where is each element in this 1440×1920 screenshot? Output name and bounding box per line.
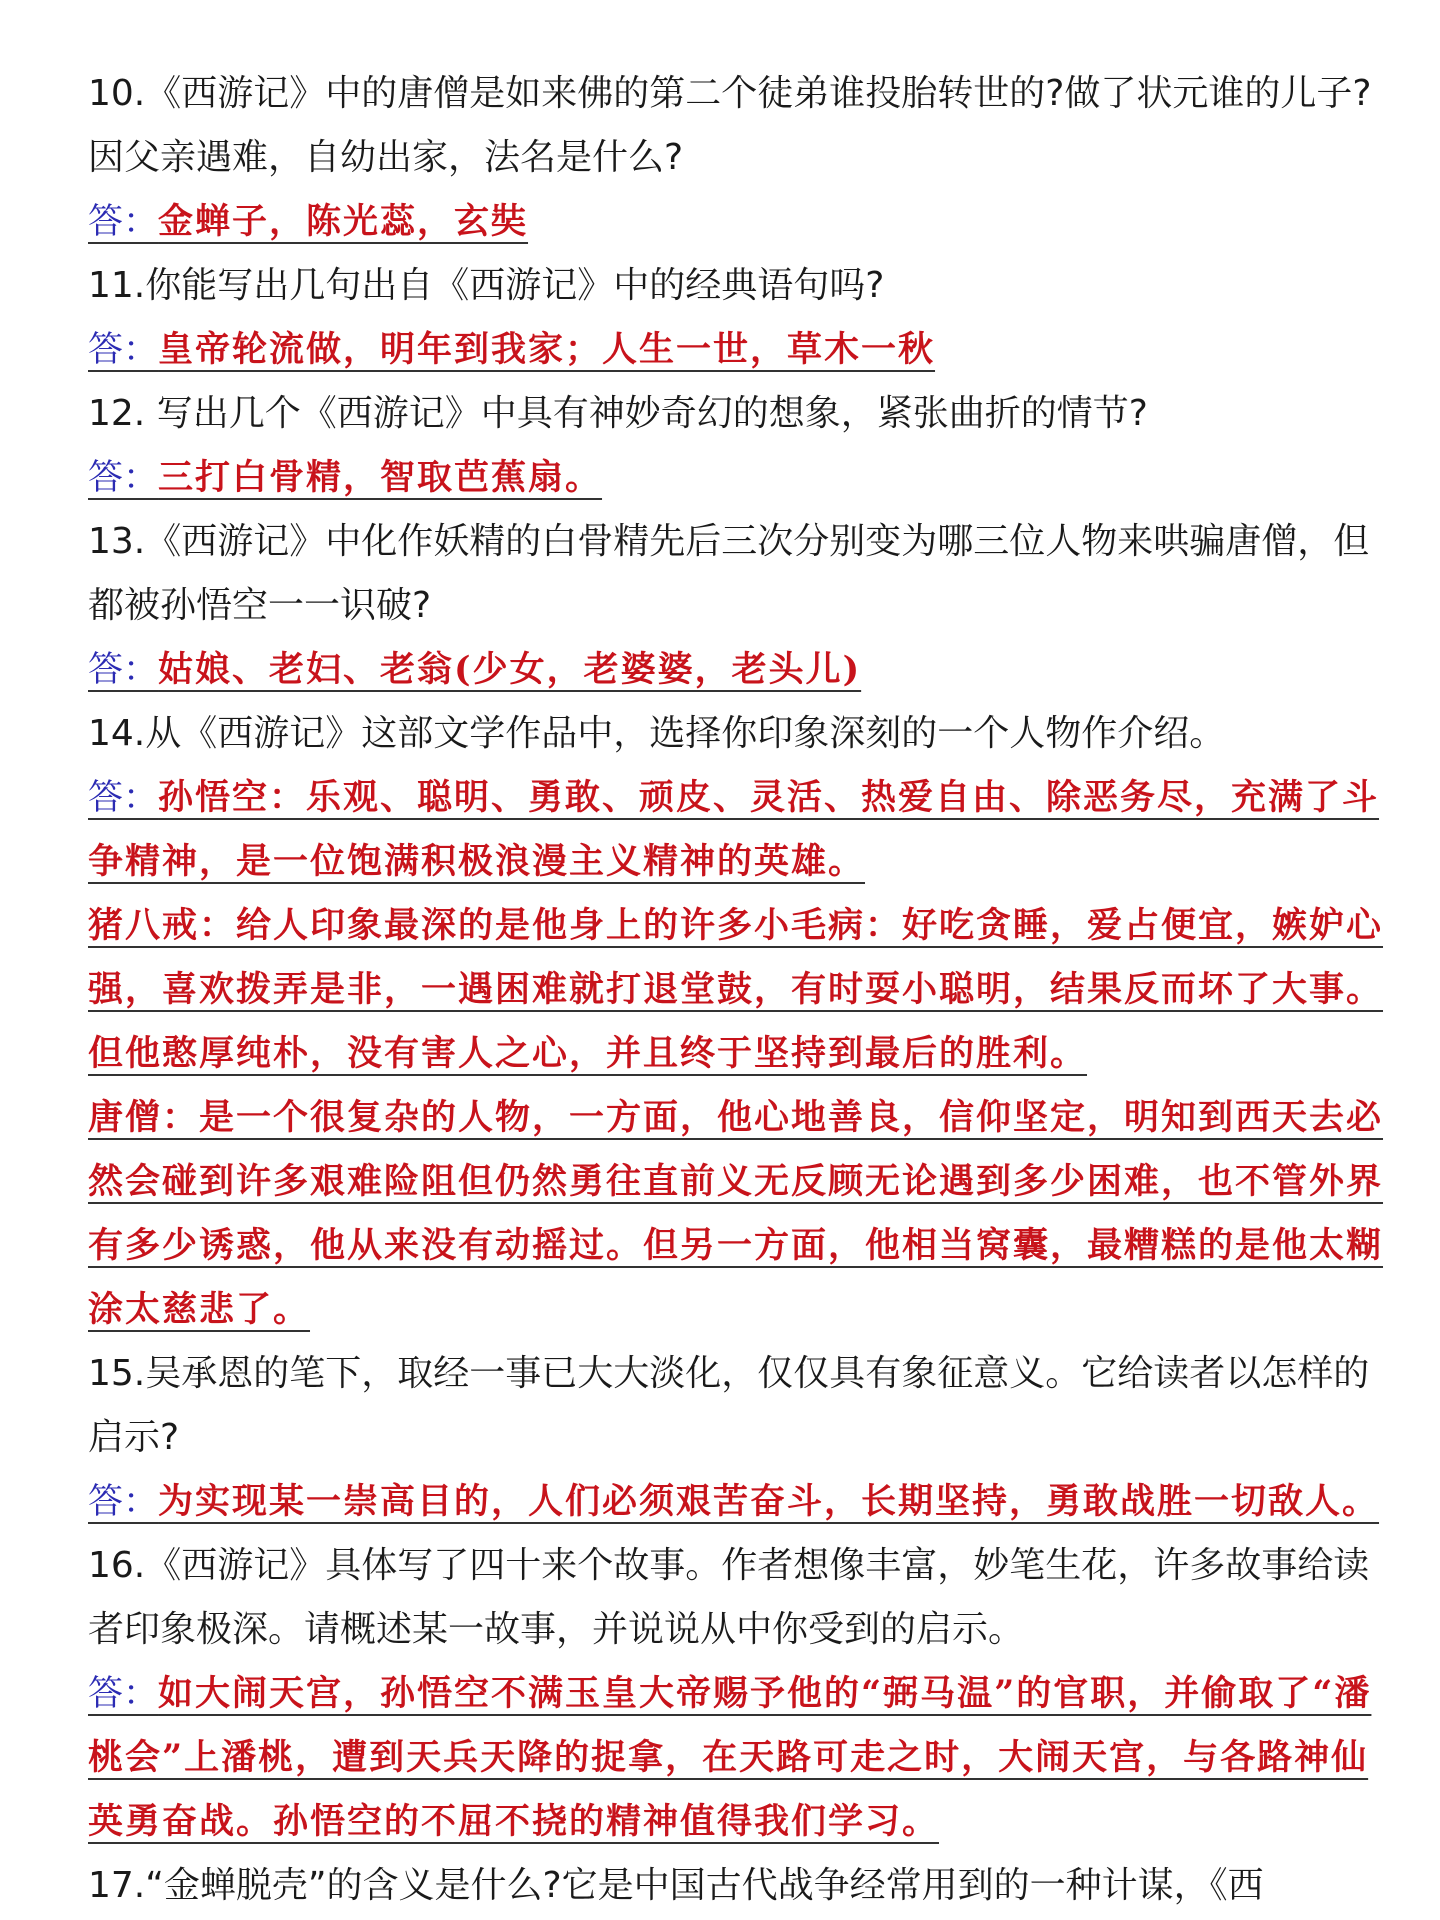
answer-text: 金蝉子，陈光蕊，玄奘: [158, 201, 529, 242]
answer-15: [88, 1470, 1388, 1534]
answer-text: 三打白骨精，智取芭蕉扇。: [158, 457, 603, 498]
question-16: 16.《西游记》具体写了四十来个故事。作者想像丰富，妙笔生花，许多故事给读者印象极深。请概述某一故事，并说说从中你受到的启示。: [88, 1545, 1370, 1650]
answer-13: [88, 638, 1388, 702]
answer-prefix: 答：: [88, 650, 159, 690]
question-15: 15.吴承恩的笔下，取经一事已大大淡化，仅仅具有象征意义。它给读者以怎样的启示?: [88, 1353, 1370, 1458]
question-14: 14.从《西游记》这部文学作品中，选择你印象深刻的一个人物作介绍。: [88, 713, 1226, 754]
question-13: 13.《西游记》中化作妖精的白骨精先后三次分别变为哪三位人物来哄骗唐僧，但都被孙悟空一一识破?: [88, 521, 1370, 626]
answer-text: 猪八戒：给人印象最深的是他身上的许多小毛病：好吃贪睡，爱占便宜，嫉妒心强，喜欢拨弄是非，一遇困难就打退堂鼓，有时耍小聪明，结果反而坏了大事。但他憨厚纯朴，没有害人之心，并且终于坚持到最后的胜利。: [88, 905, 1384, 1074]
answer-text: 皇帝轮流做，明年到我家；人生一世，草木一秋: [158, 329, 936, 370]
question-11: 11.你能写出几句出自《西游记》中的经典语句吗?: [88, 265, 885, 306]
answer-14-sunwukong: [88, 766, 1388, 894]
answer-prefix: 答：: [88, 778, 159, 818]
answer-14-tangseng: [88, 1086, 1388, 1342]
question-12: 12. 写出几个《西游记》中具有神妙奇幻的想象，紧张曲折的情节?: [88, 393, 1148, 434]
answer-prefix: 答：: [88, 458, 159, 498]
answer-text: 孙悟空：乐观、聪明、勇敢、顽皮、灵活、热爱自由、除恶务尽，充满了斗争精神，是一位饱满积极浪漫主义精神的英雄。: [88, 777, 1380, 882]
answer-11: [88, 318, 1388, 382]
qa-document: [88, 62, 1388, 1918]
question-10: 10.《西游记》中的唐僧是如来佛的第二个徒弟谁投胎转世的?做了状元谁的儿子?因父亲遇难，自幼出家，法名是什么?: [88, 73, 1372, 178]
answer-text: 如大闹天宫，孙悟空不满玉皇大帝赐予他的“弼马温”的官职，并偷取了“潘桃会”上潘桃，遭到天兵天降的捉拿，在天路可走之时，大闹天宫，与各路神仙英勇奋战。孙悟空的不屈不挠的精神值得我们学习。: [88, 1673, 1372, 1842]
answer-16: [88, 1662, 1388, 1854]
answer-text: 姑娘、老妇、老翁(少女，老婆婆，老头儿): [158, 649, 862, 690]
answer-14-zhubajie: [88, 894, 1388, 1086]
answer-prefix: 答：: [88, 202, 159, 242]
question-17: 17.“金蝉脱壳”的含义是什么?它是中国古代战争经常用到的一种计谋，《西: [88, 1865, 1264, 1906]
answer-10: [88, 190, 1388, 254]
answer-prefix: 答：: [88, 1674, 159, 1714]
answer-prefix: 答：: [88, 330, 159, 370]
answer-12: [88, 446, 1388, 510]
answer-text: 唐僧：是一个很复杂的人物，一方面，他心地善良，信仰坚定，明知到西天去必然会碰到许多艰难险阻但仍然勇往直前义无反顾无论遇到多少困难，也不管外界有多少诱惑，他从来没有动摇过。但另一方面，他相当窝囊，最糟糕的是他太糊涂太慈悲了。: [88, 1097, 1384, 1330]
answer-prefix: 答：: [88, 1482, 159, 1522]
answer-text: 为实现某一崇高目的，人们必须艰苦奋斗，长期坚持，勇敢战胜一切敌人。: [158, 1481, 1380, 1522]
